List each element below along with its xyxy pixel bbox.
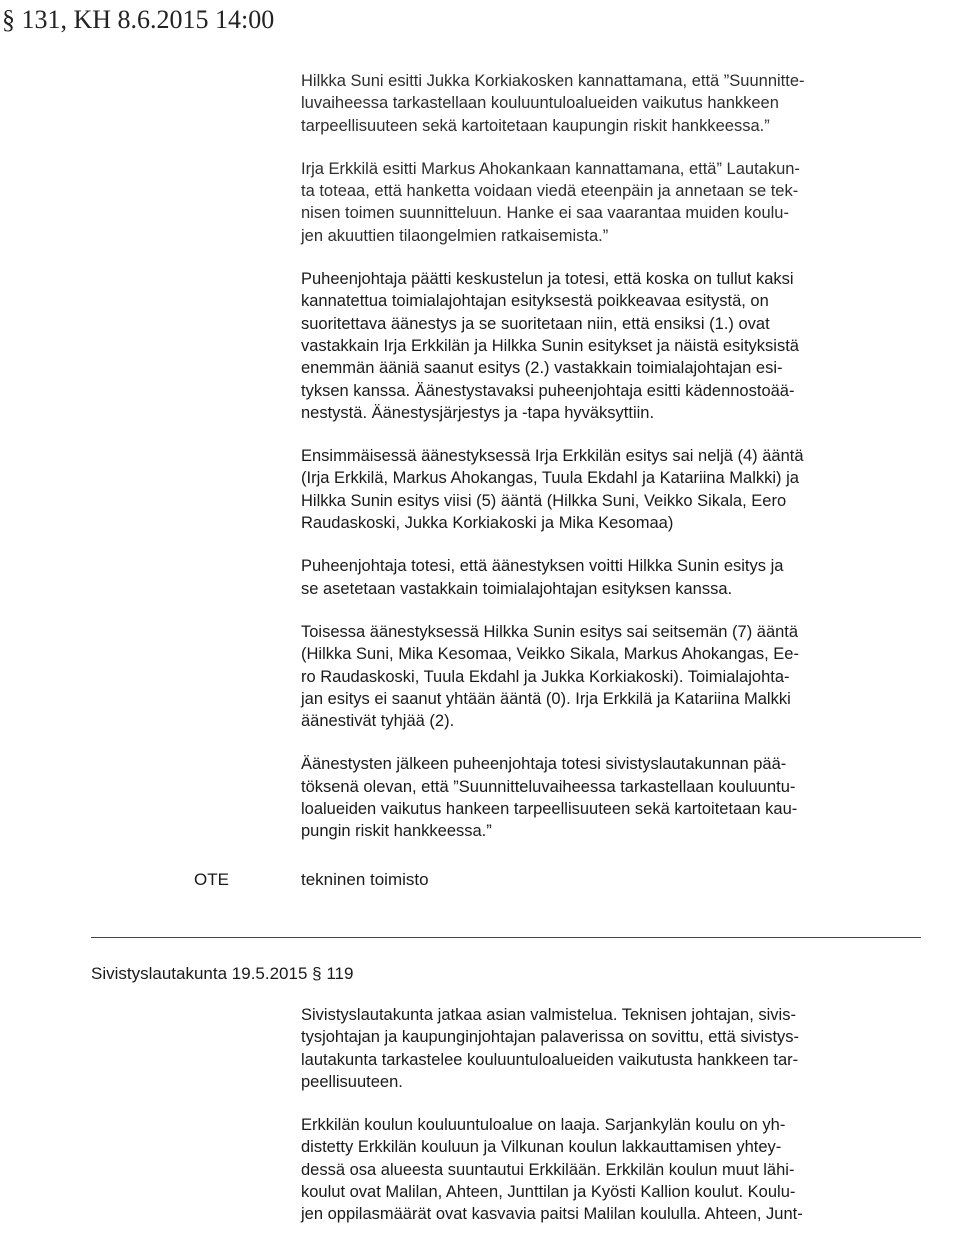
section-heading-kh: § 131, KH 8.6.2015 14:00 [2,5,275,34]
paragraph-second-vote: Toisessa äänestyksessä Hilkka Sunin esitys sai seitsemän (7) ääntä (Hilkka Suni, Mika Kesomaa, Veikko Sikala, Markus Ahokangas, Ee- ro Raudaskoski, Tuula Ekdahl ja Jukka Korkiakoski). Toimialajohta- jan esitys ei saanut yhtään ääntä (0). Irja Erkkilä ja Katariina Malkki äänestivät tyhjää (2). [301,622,799,731]
ote-recipient: tekninen toimisto [301,870,429,889]
paragraph-voting-procedure: Puheenjohtaja päätti keskustelun ja totesi, että koska on tullut kaksi kannatettua toimialajohtajan esityksestä poikkeavaa esitystä, on suoritettava äänestys ja se suoritetaan niin, että ensiksi (1.) ovat vastakkain Irja Erkkilän ja Hilkka Sunin esitykset ja näistä esityksistä enemmän ääniä saanut esitys (2.) vastakkain toimialajohtajan esi- tyksen kanssa. Äänestystavaksi puheenjohtaja esitti kädennostoää- nestystä. Äänestysjärjestys ja -tapa hyväksyttiin. [301,270,799,422]
section-heading-sivistyslautakunta: Sivistyslautakunta 19.5.2015 § 119 [91,964,354,983]
paragraph-suni-proposal: Hilkka Suni esitti Jukka Korkiakosken kannattamana, että ”Suunnitte- luvaiheessa tarkastellaan kouluuntuloalueiden vaikutus hankkeen tarpeellisuuteen sekä kartoitetaan kaupungin riskit hankkeessa.” [301,72,805,135]
ote-row [0,868,960,892]
paragraph-continuation: Sivistyslautakunta jatkaa asian valmistelua. Teknisen johtajan, sivis- tysjohtajan ja kaupunginjohtajan palaverissa on sovittu, että sivistys- lautakunta tarkastelee kouluuntuloalueiden vaikutusta hankkeen tar- peellisuuteen. [301,1006,800,1091]
paragraph-school-areas: Erkkilän koulun kouluuntuloalue on laaja. Sarjankylän koulu on yh- distetty Erkkilän kouluun ja Vilkunan koulun lakkauttamisen yhtey- dessä osa alueesta suuntautui Erkkilään. Erkkilän koulun muut lähi- koulut ovat Malilan, Ahteen, Junttilan ja Kyösti Kallion koulut. Koulu- jen oppilasmäärät ovat kasvavia paitsi Malilan koululla. Ahteen, Junt- [301,1116,803,1224]
paragraph-first-vote: Ensimmäisessä äänestyksessä Irja Erkkilän esitys sai neljä (4) ääntä (Irja Erkkilä, Markus Ahokangas, Tuula Ekdahl ja Katariina Malkki) ja Hilkka Sunin esitys viisi (5) ääntä (Hilkka Suni, Veikko Sikala, Eero Raudaskoski, Jukka Korkiakoski ja Mika Kesomaa) [301,447,804,533]
ote-label: OTE [194,870,229,889]
paragraph-erkkila-proposal: Irja Erkkilä esitti Markus Ahokankaan kannattamana, että” Lautakun- ta toteaa, että hanketta voidaan viedä eteenpäin ja annetaan se tek- nisen toimen suunnitteluun. Hanke ei saa vaarantaa muiden koulu- jen akuuttien tilaongelmien ratkaisemista.” [301,159,800,245]
paragraph-decision: Äänestysten jälkeen puheenjohtaja totesi sivistyslautakunnan pää- töksenä olevan, että ”Suunnitteluvaiheessa tarkastellaan kouluuntu- loalueiden vaikutus hankeen tarpeellisuuteen sekä kartoitetaan kau- pungin riskit hankkeessa.” [301,755,798,841]
section-divider [91,937,921,938]
minutes-body [301,70,901,864]
paragraph-first-vote-result: Puheenjohtaja totesi, että äänestyksen voitti Hilkka Sunin esitys ja se asetetaan vastakkain toimialajohtajan esityksen kanssa. [301,557,784,598]
section-body [301,1004,901,1247]
